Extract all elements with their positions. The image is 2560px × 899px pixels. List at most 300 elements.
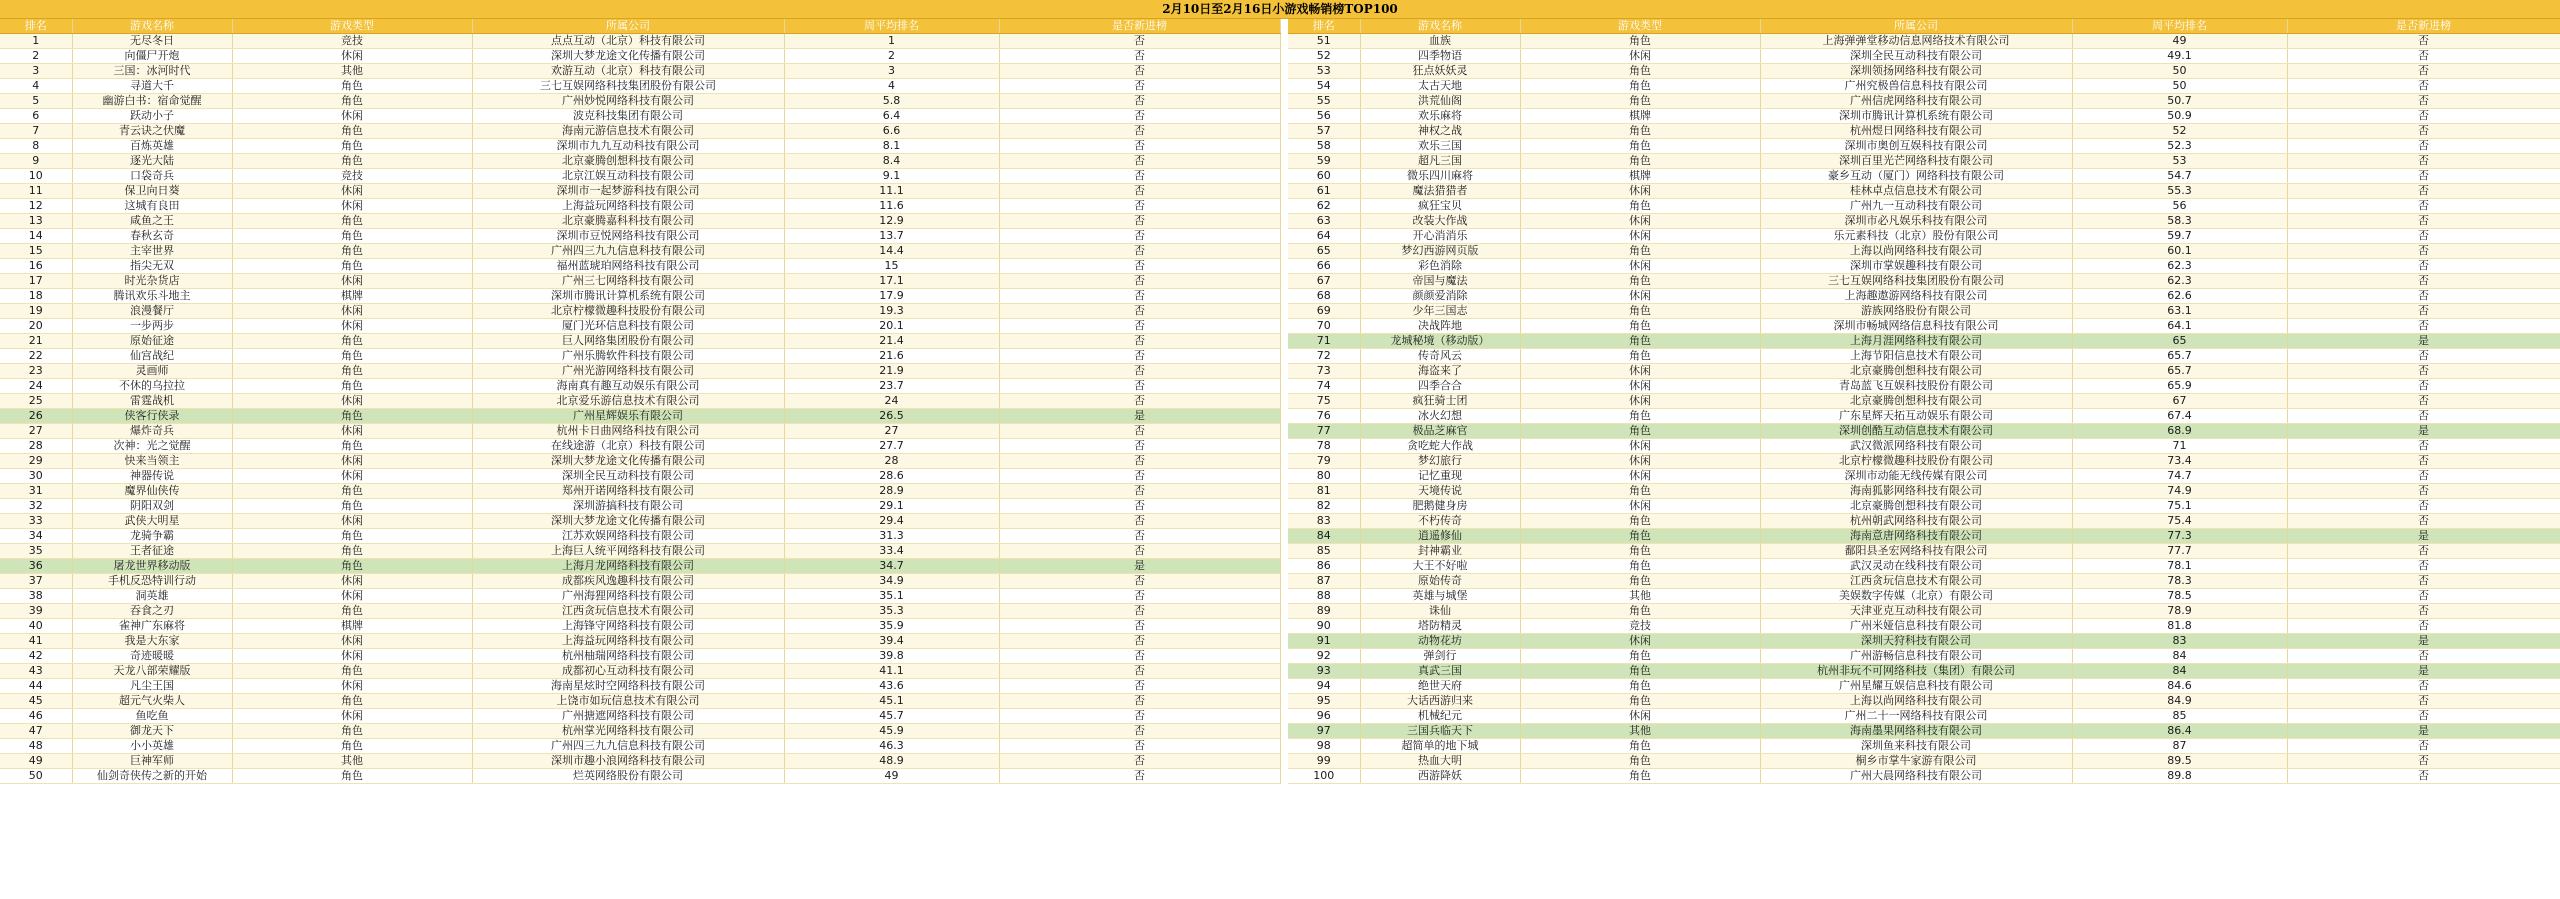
cell-avg-rank: 64.1 bbox=[2072, 319, 2287, 334]
cell-game-type: 角色 bbox=[232, 139, 472, 154]
cell-company: 广州搪遮网络科技有限公司 bbox=[472, 709, 784, 724]
cell-new-entry: 否 bbox=[999, 694, 1280, 709]
cell-new-entry: 否 bbox=[2287, 469, 2560, 484]
cell-game-type: 休闲 bbox=[232, 424, 472, 439]
cell-company: 乐元素科技（北京）股份有限公司 bbox=[1760, 229, 2072, 244]
cell-rank: 49 bbox=[0, 754, 72, 769]
cell-game-name: 鱼吃鱼 bbox=[72, 709, 232, 724]
cell-game-type: 棋牌 bbox=[232, 619, 472, 634]
cell-rank: 68 bbox=[1288, 289, 1360, 304]
cell-rank: 19 bbox=[0, 304, 72, 319]
column-gap bbox=[1280, 169, 1288, 184]
table-row bbox=[0, 379, 2560, 394]
cell-rank: 43 bbox=[0, 664, 72, 679]
cell-game-name: 神权之战 bbox=[1360, 124, 1520, 139]
cell-avg-rank: 54.7 bbox=[2072, 169, 2287, 184]
cell-game-name: 青云诀之伏魔 bbox=[72, 124, 232, 139]
cell-new-entry: 否 bbox=[2287, 304, 2560, 319]
cell-rank: 88 bbox=[1288, 589, 1360, 604]
cell-rank: 77 bbox=[1288, 424, 1360, 439]
cell-company: 武汉灵动在线科技有限公司 bbox=[1760, 559, 2072, 574]
cell-company: 天津亚克互动科技有限公司 bbox=[1760, 604, 2072, 619]
cell-game-type: 休闲 bbox=[1520, 214, 1760, 229]
cell-avg-rank: 71 bbox=[2072, 439, 2287, 454]
cell-rank: 64 bbox=[1288, 229, 1360, 244]
cell-game-name: 仙剑奇侠传之新的开始 bbox=[72, 769, 232, 784]
table-row bbox=[0, 274, 2560, 289]
cell-new-entry: 否 bbox=[999, 619, 1280, 634]
cell-company: 北京豪腾嘉科科技有限公司 bbox=[472, 214, 784, 229]
cell-rank: 95 bbox=[1288, 694, 1360, 709]
header-rank: 排名 bbox=[1288, 19, 1360, 34]
cell-game-name: 血族 bbox=[1360, 34, 1520, 49]
cell-company: 深圳领扬网络科技有限公司 bbox=[1760, 64, 2072, 79]
table-row bbox=[0, 49, 2560, 64]
cell-avg-rank: 59.7 bbox=[2072, 229, 2287, 244]
table-row bbox=[0, 634, 2560, 649]
cell-rank: 25 bbox=[0, 394, 72, 409]
cell-avg-rank: 28 bbox=[784, 454, 999, 469]
cell-game-type: 休闲 bbox=[1520, 634, 1760, 649]
cell-game-type: 角色 bbox=[1520, 34, 1760, 49]
cell-game-name: 雷霆战机 bbox=[72, 394, 232, 409]
cell-game-type: 休闲 bbox=[1520, 379, 1760, 394]
cell-new-entry: 是 bbox=[999, 409, 1280, 424]
cell-company: 海南墨果网络科技有限公司 bbox=[1760, 724, 2072, 739]
cell-company: 上海趣遨游网络科技有限公司 bbox=[1760, 289, 2072, 304]
cell-company: 江西贪玩信息技术有限公司 bbox=[472, 604, 784, 619]
cell-avg-rank: 29.1 bbox=[784, 499, 999, 514]
cell-rank: 91 bbox=[1288, 634, 1360, 649]
cell-company: 广州三七网络科技有限公司 bbox=[472, 274, 784, 289]
table-row bbox=[0, 184, 2560, 199]
cell-avg-rank: 35.9 bbox=[784, 619, 999, 634]
column-gap bbox=[1280, 634, 1288, 649]
cell-new-entry: 否 bbox=[999, 634, 1280, 649]
column-gap bbox=[1280, 664, 1288, 679]
column-gap bbox=[1280, 244, 1288, 259]
cell-company: 深圳市腾讯计算机系统有限公司 bbox=[1760, 109, 2072, 124]
column-gap bbox=[1280, 199, 1288, 214]
cell-new-entry: 否 bbox=[2287, 184, 2560, 199]
cell-avg-rank: 26.5 bbox=[784, 409, 999, 424]
cell-company: 广州海狸网络科技有限公司 bbox=[472, 589, 784, 604]
cell-new-entry: 否 bbox=[999, 229, 1280, 244]
cell-avg-rank: 84.9 bbox=[2072, 694, 2287, 709]
column-gap bbox=[1280, 154, 1288, 169]
cell-company: 北京柠檬微趣科技股份有限公司 bbox=[1760, 454, 2072, 469]
cell-avg-rank: 65.7 bbox=[2072, 364, 2287, 379]
cell-game-type: 角色 bbox=[1520, 199, 1760, 214]
cell-company: 桂林卓点信息技术有限公司 bbox=[1760, 184, 2072, 199]
column-gap bbox=[1280, 769, 1288, 784]
cell-new-entry: 否 bbox=[999, 754, 1280, 769]
cell-game-name: 不朽传奇 bbox=[1360, 514, 1520, 529]
cell-new-entry: 否 bbox=[2287, 694, 2560, 709]
column-gap bbox=[1280, 184, 1288, 199]
cell-rank: 3 bbox=[0, 64, 72, 79]
column-gap bbox=[1280, 529, 1288, 544]
cell-game-name: 跃动小子 bbox=[72, 109, 232, 124]
cell-company: 深圳大梦龙途文化传播有限公司 bbox=[472, 49, 784, 64]
cell-company: 杭州卡日曲网络科技有限公司 bbox=[472, 424, 784, 439]
cell-rank: 45 bbox=[0, 694, 72, 709]
cell-game-type: 休闲 bbox=[232, 394, 472, 409]
cell-company: 深圳大梦龙途文化传播有限公司 bbox=[472, 454, 784, 469]
cell-new-entry: 否 bbox=[2287, 154, 2560, 169]
cell-game-type: 角色 bbox=[232, 334, 472, 349]
cell-rank: 63 bbox=[1288, 214, 1360, 229]
cell-avg-rank: 53 bbox=[2072, 154, 2287, 169]
cell-new-entry: 是 bbox=[2287, 724, 2560, 739]
cell-game-name: 逐光大陆 bbox=[72, 154, 232, 169]
cell-avg-rank: 8.1 bbox=[784, 139, 999, 154]
column-gap bbox=[1280, 469, 1288, 484]
cell-avg-rank: 39.4 bbox=[784, 634, 999, 649]
cell-new-entry: 否 bbox=[999, 304, 1280, 319]
cell-company: 广东星辉天拓互动娱乐有限公司 bbox=[1760, 409, 2072, 424]
table-row bbox=[0, 709, 2560, 724]
cell-company: 深圳市一起梦游科技有限公司 bbox=[472, 184, 784, 199]
cell-company: 深圳天狩科技有限公司 bbox=[1760, 634, 2072, 649]
cell-game-type: 棋牌 bbox=[1520, 109, 1760, 124]
cell-rank: 78 bbox=[1288, 439, 1360, 454]
cell-company: 北京豪腾创想科技有限公司 bbox=[472, 154, 784, 169]
cell-avg-rank: 15 bbox=[784, 259, 999, 274]
column-gap bbox=[1280, 424, 1288, 439]
cell-rank: 23 bbox=[0, 364, 72, 379]
cell-new-entry: 否 bbox=[999, 574, 1280, 589]
cell-rank: 39 bbox=[0, 604, 72, 619]
cell-game-type: 角色 bbox=[232, 559, 472, 574]
cell-company: 武汉微派网络科技有限公司 bbox=[1760, 439, 2072, 454]
cell-new-entry: 否 bbox=[2287, 604, 2560, 619]
header-new-entry: 是否新进榜 bbox=[2287, 19, 2560, 34]
cell-new-entry: 否 bbox=[999, 289, 1280, 304]
cell-game-name: 腾讯欢乐斗地主 bbox=[72, 289, 232, 304]
cell-avg-rank: 1 bbox=[784, 34, 999, 49]
cell-game-name: 三国兵临天下 bbox=[1360, 724, 1520, 739]
cell-game-type: 休闲 bbox=[1520, 709, 1760, 724]
column-gap bbox=[1280, 694, 1288, 709]
cell-new-entry: 否 bbox=[999, 769, 1280, 784]
cell-new-entry: 否 bbox=[2287, 319, 2560, 334]
cell-avg-rank: 23.7 bbox=[784, 379, 999, 394]
table-row bbox=[0, 409, 2560, 424]
cell-company: 广州究极兽信息科技有限公司 bbox=[1760, 79, 2072, 94]
cell-game-name: 口袋奇兵 bbox=[72, 169, 232, 184]
cell-game-type: 角色 bbox=[1520, 769, 1760, 784]
cell-company: 深圳百里光芒网络科技有限公司 bbox=[1760, 154, 2072, 169]
column-gap bbox=[1280, 19, 1288, 34]
cell-rank: 53 bbox=[1288, 64, 1360, 79]
cell-game-type: 角色 bbox=[1520, 154, 1760, 169]
cell-game-type: 角色 bbox=[1520, 304, 1760, 319]
cell-game-name: 机械纪元 bbox=[1360, 709, 1520, 724]
cell-rank: 85 bbox=[1288, 544, 1360, 559]
cell-avg-rank: 11.6 bbox=[784, 199, 999, 214]
cell-rank: 48 bbox=[0, 739, 72, 754]
cell-game-name: 奇迹暖暖 bbox=[72, 649, 232, 664]
cell-game-type: 休闲 bbox=[1520, 499, 1760, 514]
cell-company: 杭州柚瑞网络科技有限公司 bbox=[472, 649, 784, 664]
cell-new-entry: 否 bbox=[999, 79, 1280, 94]
column-gap bbox=[1280, 334, 1288, 349]
cell-avg-rank: 83 bbox=[2072, 634, 2287, 649]
cell-new-entry: 否 bbox=[2287, 349, 2560, 364]
table-row bbox=[0, 544, 2560, 559]
cell-rank: 13 bbox=[0, 214, 72, 229]
cell-game-type: 休闲 bbox=[1520, 469, 1760, 484]
column-gap bbox=[1280, 64, 1288, 79]
cell-company: 北京江娱互动科技有限公司 bbox=[472, 169, 784, 184]
cell-game-name: 封神霸业 bbox=[1360, 544, 1520, 559]
cell-game-name: 小小英雄 bbox=[72, 739, 232, 754]
cell-rank: 72 bbox=[1288, 349, 1360, 364]
cell-avg-rank: 81.8 bbox=[2072, 619, 2287, 634]
cell-game-type: 休闲 bbox=[232, 199, 472, 214]
column-gap bbox=[1280, 754, 1288, 769]
cell-game-name: 天境传说 bbox=[1360, 484, 1520, 499]
cell-avg-rank: 50 bbox=[2072, 79, 2287, 94]
cell-new-entry: 否 bbox=[999, 424, 1280, 439]
cell-game-name: 疯狂骑士团 bbox=[1360, 394, 1520, 409]
cell-game-name: 一步两步 bbox=[72, 319, 232, 334]
cell-avg-rank: 84 bbox=[2072, 664, 2287, 679]
cell-new-entry: 否 bbox=[999, 439, 1280, 454]
cell-game-type: 角色 bbox=[1520, 754, 1760, 769]
cell-game-name: 贪吃蛇大作战 bbox=[1360, 439, 1520, 454]
cell-avg-rank: 27.7 bbox=[784, 439, 999, 454]
cell-avg-rank: 49 bbox=[784, 769, 999, 784]
cell-avg-rank: 78.3 bbox=[2072, 574, 2287, 589]
cell-new-entry: 否 bbox=[2287, 619, 2560, 634]
cell-company: 上海益玩网络科技有限公司 bbox=[472, 634, 784, 649]
cell-game-name: 诛仙 bbox=[1360, 604, 1520, 619]
cell-avg-rank: 4 bbox=[784, 79, 999, 94]
cell-new-entry: 否 bbox=[2287, 709, 2560, 724]
cell-avg-rank: 50 bbox=[2072, 64, 2287, 79]
cell-game-name: 洞英雄 bbox=[72, 589, 232, 604]
cell-game-type: 角色 bbox=[1520, 64, 1760, 79]
cell-company: 海南元游信息技术有限公司 bbox=[472, 124, 784, 139]
cell-rank: 37 bbox=[0, 574, 72, 589]
cell-avg-rank: 28.6 bbox=[784, 469, 999, 484]
cell-rank: 65 bbox=[1288, 244, 1360, 259]
cell-company: 上海益玩网络科技有限公司 bbox=[472, 199, 784, 214]
cell-game-type: 角色 bbox=[1520, 649, 1760, 664]
cell-avg-rank: 21.6 bbox=[784, 349, 999, 364]
table-row bbox=[0, 304, 2560, 319]
cell-new-entry: 否 bbox=[2287, 454, 2560, 469]
cell-rank: 89 bbox=[1288, 604, 1360, 619]
cell-rank: 69 bbox=[1288, 304, 1360, 319]
table-row bbox=[0, 244, 2560, 259]
cell-avg-rank: 35.3 bbox=[784, 604, 999, 619]
column-gap bbox=[1280, 484, 1288, 499]
cell-game-type: 角色 bbox=[1520, 574, 1760, 589]
cell-game-type: 角色 bbox=[232, 214, 472, 229]
cell-rank: 86 bbox=[1288, 559, 1360, 574]
table-row bbox=[0, 34, 2560, 49]
cell-game-type: 角色 bbox=[232, 379, 472, 394]
cell-game-type: 休闲 bbox=[232, 574, 472, 589]
cell-company: 三七互娱网络科技集团股份有限公司 bbox=[472, 79, 784, 94]
cell-avg-rank: 84 bbox=[2072, 649, 2287, 664]
cell-rank: 71 bbox=[1288, 334, 1360, 349]
cell-new-entry: 否 bbox=[2287, 364, 2560, 379]
cell-new-entry: 否 bbox=[999, 244, 1280, 259]
cell-game-name: 梦幻旅行 bbox=[1360, 454, 1520, 469]
cell-game-name: 太古天地 bbox=[1360, 79, 1520, 94]
cell-avg-rank: 60.1 bbox=[2072, 244, 2287, 259]
cell-game-name: 寻道大千 bbox=[72, 79, 232, 94]
cell-game-name: 神器传说 bbox=[72, 469, 232, 484]
cell-game-type: 其他 bbox=[232, 754, 472, 769]
cell-new-entry: 否 bbox=[999, 589, 1280, 604]
cell-game-name: 御龙天下 bbox=[72, 724, 232, 739]
cell-rank: 9 bbox=[0, 154, 72, 169]
cell-avg-rank: 50.7 bbox=[2072, 94, 2287, 109]
cell-game-name: 时光杂货店 bbox=[72, 274, 232, 289]
cell-game-name: 海盗来了 bbox=[1360, 364, 1520, 379]
cell-new-entry: 否 bbox=[999, 664, 1280, 679]
cell-game-name: 巨神军师 bbox=[72, 754, 232, 769]
table-row bbox=[0, 199, 2560, 214]
cell-rank: 6 bbox=[0, 109, 72, 124]
cell-game-type: 休闲 bbox=[232, 469, 472, 484]
cell-rank: 87 bbox=[1288, 574, 1360, 589]
cell-game-type: 角色 bbox=[232, 664, 472, 679]
cell-game-type: 角色 bbox=[1520, 139, 1760, 154]
cell-company: 游族网络股份有限公司 bbox=[1760, 304, 2072, 319]
cell-new-entry: 否 bbox=[999, 454, 1280, 469]
cell-new-entry: 否 bbox=[2287, 274, 2560, 289]
sheet-title: 2月10日至2月16日小游戏畅销榜TOP100 bbox=[0, 0, 2560, 19]
cell-game-type: 角色 bbox=[232, 499, 472, 514]
cell-avg-rank: 34.9 bbox=[784, 574, 999, 589]
cell-avg-rank: 49.1 bbox=[2072, 49, 2287, 64]
cell-company: 海南狐影网络科技有限公司 bbox=[1760, 484, 2072, 499]
header-company: 所属公司 bbox=[472, 19, 784, 34]
cell-game-name: 开心消消乐 bbox=[1360, 229, 1520, 244]
cell-rank: 36 bbox=[0, 559, 72, 574]
cell-game-name: 微乐四川麻将 bbox=[1360, 169, 1520, 184]
cell-avg-rank: 19.3 bbox=[784, 304, 999, 319]
table-row bbox=[0, 364, 2560, 379]
cell-avg-rank: 17.1 bbox=[784, 274, 999, 289]
cell-new-entry: 否 bbox=[2287, 589, 2560, 604]
cell-rank: 54 bbox=[1288, 79, 1360, 94]
cell-game-name: 爆炸奇兵 bbox=[72, 424, 232, 439]
cell-game-type: 休闲 bbox=[232, 184, 472, 199]
cell-game-type: 休闲 bbox=[1520, 259, 1760, 274]
column-gap bbox=[1280, 649, 1288, 664]
cell-avg-rank: 84.6 bbox=[2072, 679, 2287, 694]
cell-game-type: 角色 bbox=[232, 79, 472, 94]
cell-avg-rank: 6.4 bbox=[784, 109, 999, 124]
cell-avg-rank: 3 bbox=[784, 64, 999, 79]
cell-company: 北京柠檬微趣科技股份有限公司 bbox=[472, 304, 784, 319]
header-rank: 排名 bbox=[0, 19, 72, 34]
column-gap bbox=[1280, 574, 1288, 589]
cell-avg-rank: 77.7 bbox=[2072, 544, 2287, 559]
column-gap bbox=[1280, 229, 1288, 244]
cell-game-name: 我是大东家 bbox=[72, 634, 232, 649]
cell-rank: 60 bbox=[1288, 169, 1360, 184]
cell-game-name: 次神：光之觉醒 bbox=[72, 439, 232, 454]
cell-rank: 12 bbox=[0, 199, 72, 214]
cell-new-entry: 否 bbox=[999, 499, 1280, 514]
cell-company: 豪乡互动（厦门）网络科技有限公司 bbox=[1760, 169, 2072, 184]
cell-company: 福州蓝琥珀网络科技有限公司 bbox=[472, 259, 784, 274]
column-gap bbox=[1280, 79, 1288, 94]
cell-game-type: 角色 bbox=[232, 94, 472, 109]
cell-game-name: 大王不好啦 bbox=[1360, 559, 1520, 574]
column-gap bbox=[1280, 139, 1288, 154]
cell-company: 上海弹弹堂移动信息网络技术有限公司 bbox=[1760, 34, 2072, 49]
cell-company: 广州妙悦网络科技有限公司 bbox=[472, 94, 784, 109]
cell-rank: 27 bbox=[0, 424, 72, 439]
cell-company: 点点互动（北京）科技有限公司 bbox=[472, 34, 784, 49]
cell-new-entry: 否 bbox=[999, 169, 1280, 184]
cell-avg-rank: 8.4 bbox=[784, 154, 999, 169]
cell-company: 广州星耀互娱信息科技有限公司 bbox=[1760, 679, 2072, 694]
cell-new-entry: 否 bbox=[999, 184, 1280, 199]
cell-rank: 61 bbox=[1288, 184, 1360, 199]
column-gap bbox=[1280, 124, 1288, 139]
cell-game-type: 角色 bbox=[232, 364, 472, 379]
table-row bbox=[0, 574, 2560, 589]
cell-game-type: 角色 bbox=[1520, 409, 1760, 424]
cell-company: 上海月龙网络科技有限公司 bbox=[472, 559, 784, 574]
cell-rank: 4 bbox=[0, 79, 72, 94]
cell-game-name: 无尽冬日 bbox=[72, 34, 232, 49]
cell-avg-rank: 9.1 bbox=[784, 169, 999, 184]
cell-company: 上饶市如玩信息技术有限公司 bbox=[472, 694, 784, 709]
cell-game-type: 角色 bbox=[1520, 79, 1760, 94]
cell-rank: 41 bbox=[0, 634, 72, 649]
cell-new-entry: 否 bbox=[999, 64, 1280, 79]
cell-game-name: 西游降妖 bbox=[1360, 769, 1520, 784]
cell-game-type: 休闲 bbox=[232, 514, 472, 529]
cell-rank: 30 bbox=[0, 469, 72, 484]
cell-company: 在线途游（北京）科技有限公司 bbox=[472, 439, 784, 454]
cell-company: 巨人网络集团股份有限公司 bbox=[472, 334, 784, 349]
cell-game-name: 极品芝麻官 bbox=[1360, 424, 1520, 439]
column-gap bbox=[1280, 724, 1288, 739]
cell-new-entry: 否 bbox=[999, 34, 1280, 49]
cell-game-name: 龙城秘境（移动版） bbox=[1360, 334, 1520, 349]
table-row bbox=[0, 739, 2560, 754]
cell-game-name: 主宰世界 bbox=[72, 244, 232, 259]
table-row bbox=[0, 514, 2560, 529]
cell-company: 上海以尚网络科技有限公司 bbox=[1760, 694, 2072, 709]
table-row bbox=[0, 439, 2560, 454]
table-row bbox=[0, 604, 2560, 619]
cell-rank: 26 bbox=[0, 409, 72, 424]
cell-company: 广州四三九九信息科技有限公司 bbox=[472, 244, 784, 259]
table-row bbox=[0, 529, 2560, 544]
cell-company: 北京豪腾创想科技有限公司 bbox=[1760, 364, 2072, 379]
cell-game-type: 休闲 bbox=[232, 589, 472, 604]
cell-rank: 20 bbox=[0, 319, 72, 334]
cell-game-type: 角色 bbox=[1520, 94, 1760, 109]
table-row bbox=[0, 694, 2560, 709]
cell-new-entry: 否 bbox=[2287, 439, 2560, 454]
cell-avg-rank: 14.4 bbox=[784, 244, 999, 259]
cell-new-entry: 否 bbox=[999, 49, 1280, 64]
